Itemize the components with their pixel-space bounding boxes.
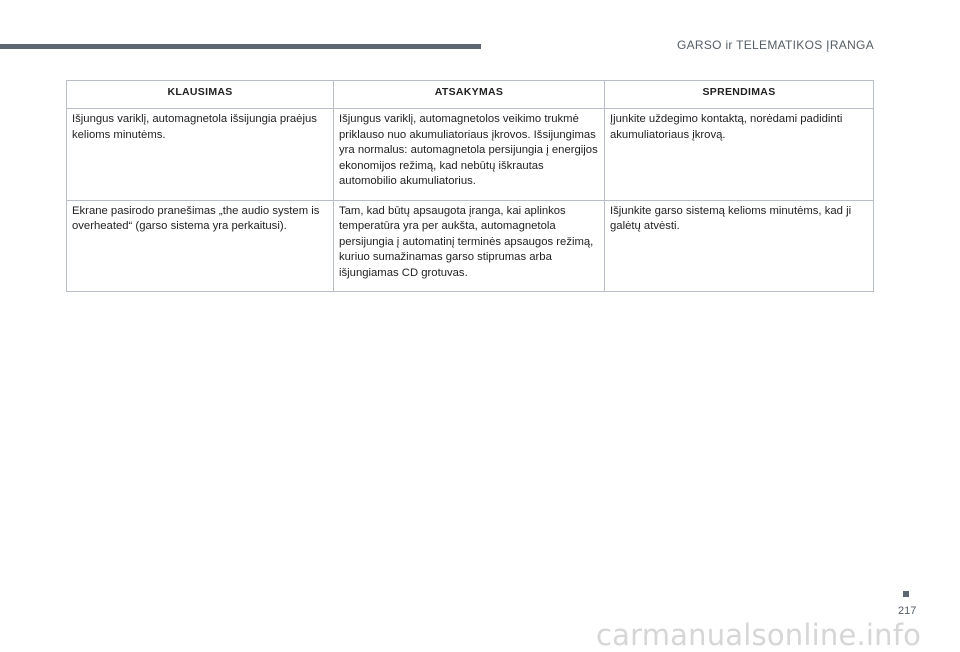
column-header-question: KLAUSIMAS [67, 81, 334, 109]
question-cell: Išjungus variklį, automagnetola išsijungia praėjus kelioms minutėms. [67, 109, 334, 201]
column-header-solution: SPRENDIMAS [605, 81, 874, 109]
solution-cell: Išjunkite garso sistemą kelioms minutėms, kad ji galėtų atvėsti. [605, 200, 874, 292]
page-number: 217 [898, 605, 917, 617]
answer-cell: Tam, kad būtų apsaugota įranga, kai aplinkos temperatūra yra per aukšta, automagnetola persijungia į automatinį terminės apsaugos režimą, kuriuo sumažinamas garso stiprumas arba išjungiamas CD grotuvas. [334, 200, 605, 292]
column-header-answer: ATSAKYMAS [334, 81, 605, 109]
page-marker-square [903, 591, 909, 597]
header-bar [0, 44, 481, 49]
solution-cell: Įjunkite uždegimo kontaktą, norėdami padidinti akumuliatoriaus įkrovą. [605, 109, 874, 201]
section-title: GARSO ir TELEMATIKOS ĮRANGA [676, 38, 874, 52]
troubleshooting-table [66, 80, 874, 292]
table-row [67, 200, 874, 292]
answer-cell: Išjungus variklį, automagnetolos veikimo trukmė priklauso nuo akumuliatoriaus įkrovos. Išsijungimas yra normalus: automagnetola persijungia į energijos ekonomijos režimą, kad nebūtų iškrautas automobilio akumuliatorius. [334, 109, 605, 201]
table-row [67, 109, 874, 201]
question-cell: Ekrane pasirodo pranešimas „the audio system is overheated“ (garso sistema yra perkaitusi). [67, 200, 334, 292]
table-header-row [67, 81, 874, 109]
watermark: carmanualsonline.info [596, 618, 922, 652]
